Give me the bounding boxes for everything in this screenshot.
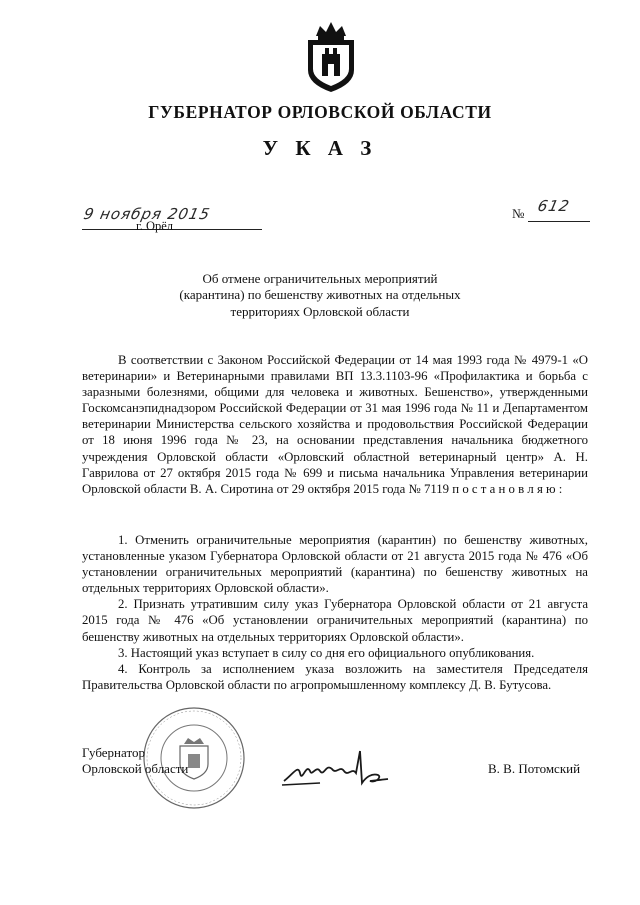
handwritten-date: 9 ноября 2015 [82,205,212,223]
number-prefix: № [512,206,525,221]
position-line: Орловской области [82,761,189,776]
handwritten-number: 612 [536,197,572,215]
subject-line: территориях Орловской области [230,303,410,319]
governor-title: ГУБЕРНАТОР ОРЛОВСКОЙ ОБЛАСТИ [148,102,492,122]
decree-item-1: 1. Отменить ограничительные мероприятия (карантин) по бешенству животных, установленные указом Губернатора Орловской области от 21 августа 2015 года № 476 «Об установлении ограничительных мероприятий (карантина) по бешенству животных на отдельных территориях Орловской области». [82,533,588,596]
handwritten-signature-icon [280,743,390,803]
decree-item-4: 4. Контроль за исполнением указа возложить на заместителя Председателя Правительства Орловской области по агропромышленному комплексу Д. В. Бутусова. [82,661,588,692]
decree-item-2: 2. Признать утратившим силу указ Губернатора Орловской области от 21 августа 2015 года № 476 «Об установлении ограничительных мероприятий (карантина) по бешенству животных на отдельных территориях Орловской области». [82,597,588,644]
preamble [82,352,588,497]
orel-coat-of-arms-icon [302,18,360,94]
decree-items [82,532,588,693]
decree-item-3: 3. Настоящий указ вступает в силу со дня его официального опубликования. [118,645,535,660]
document-type: У К А З [262,136,378,160]
city-label: г. Орёл [136,219,174,233]
subject-line: (карантина) по бешенству животных на отдельных [179,287,461,303]
preamble-text: В соответствии с Законом Российской Федерации от 14 мая 1993 года № 4979-1 «О ветеринарии» и Ветеринарными правилами ВП 13.3.1103-96 «Профилактика и борьба с заразными болезнями, общими для человека и животных. Бешенство», утвержденными Госкомсанэпиднадзором Российской Федерации от 31 мая 1996 года № 11 и Департаментом ветеринарии Министерства сельского хозяйства и продовольствия Российской Федерации от 18 июня 1996 года № 23, на основании представления начальника бюджетного учреждения Орловской области «Орловский областной ветеринарный центр» А. Н. Гаврилова от 27 октября 2015 года № 699 и письма начальника Управления ветеринарии Орловской области В. А. Сиротина от 29 октября 2015 года № 7119 п о с т а н о в л я ю : [82,353,588,496]
signer-name: В. В. Потомский [488,761,581,776]
subject-line: Об отмене ограничительных мероприятий [202,271,438,286]
number-field [512,197,590,222]
decree-subject [0,271,640,320]
signer-position [82,745,188,777]
position-line: Губернатор [82,745,145,760]
